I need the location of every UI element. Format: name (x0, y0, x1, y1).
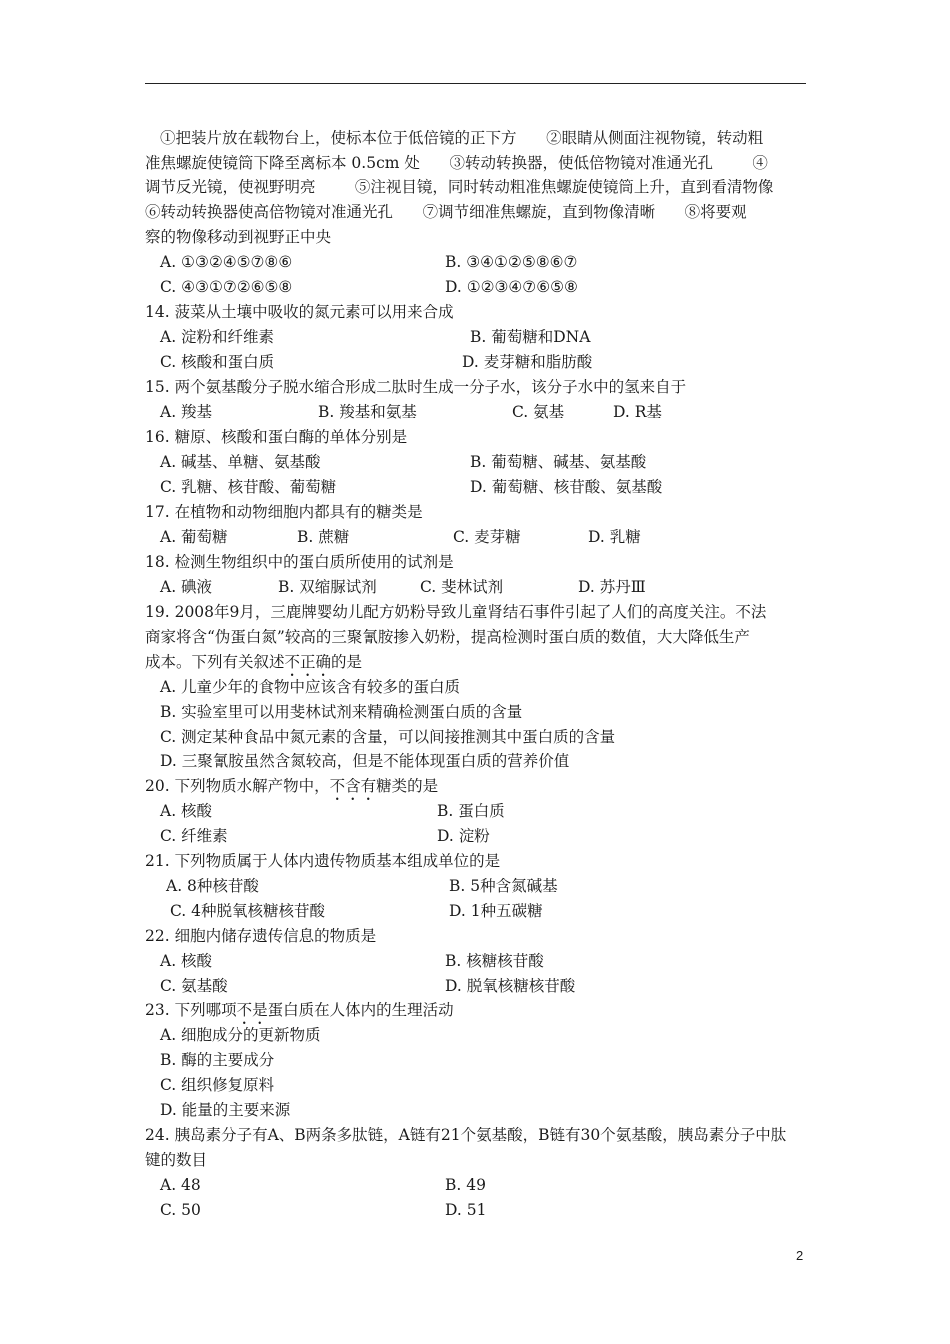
q13-option-a: A. ①③②④⑤⑦⑧⑥ (160, 253, 293, 271)
q18-option-b: B. 双缩脲试剂 (278, 578, 377, 596)
q23-stem-text: 23. 下列哪项 (145, 1001, 237, 1019)
q18-option-c: C. 斐林试剂 (420, 578, 504, 596)
q19-stem-text: 成本。下列有关叙述 (145, 653, 285, 671)
q23-stem (145, 1000, 454, 1028)
q13-step-line-4: ⑥转动转换器使高倍物镜对准通光孔 ⑦调节细准焦螺旋，直到物像清晰 ⑧将要观 (145, 203, 747, 221)
q18-option-a: A. 碘液 (160, 578, 213, 596)
q23-option-c: C. 组织修复原料 (160, 1076, 275, 1094)
q22-option-d: D. 脱氧核糖核苷酸 (445, 977, 576, 995)
q20-stem (145, 776, 438, 804)
q13-step-line-3: 调节反光镜，使视野明亮 ⑤注视目镜，同时转动粗准焦螺旋使镜筒上升，直到看清物像 (145, 178, 774, 196)
q23-emphasis-not: 不是 (236, 1001, 268, 1019)
q13-option-c: C. ④③①⑦②⑥⑤⑧ (160, 278, 293, 296)
q20-stem-end: 糖类的是 (376, 777, 439, 795)
q16-stem: 16. 糖原、核酸和蛋白酶的单体分别是 (145, 428, 408, 446)
q19-stem-line-2: 商家将含“伪蛋白氮”较高的三聚氰胺掺入奶粉，提高检测时蛋白质的数值，大大降低生产 (145, 628, 750, 646)
q24-option-a: A. 48 (160, 1176, 201, 1194)
q21-option-a: A. 8种核苷酸 (166, 877, 259, 895)
q17-option-d: D. 乳糖 (588, 528, 641, 546)
q22-option-b: B. 核糖核苷酸 (445, 952, 544, 970)
q22-option-c: C. 氨基酸 (160, 977, 228, 995)
q20-option-b: B. 蛋白质 (437, 802, 505, 820)
q20-option-a: A. 核酸 (160, 802, 213, 820)
q19-stem-line-3 (145, 652, 362, 680)
page-number: 2 (796, 1248, 804, 1263)
q14-option-d: D. 麦芽糖和脂肪酸 (462, 353, 593, 371)
q14-stem: 14. 菠菜从土壤中吸收的氮元素可以用来合成 (145, 303, 454, 321)
q23-option-b: B. 酶的主要成分 (160, 1051, 275, 1069)
q19-emphasis-not-correct: 不正确 (284, 653, 332, 671)
q13-option-d: D. ①②③④⑦⑥⑤⑧ (445, 278, 578, 296)
q17-option-c: C. 麦芽糖 (453, 528, 521, 546)
q17-option-a: A. 葡萄糖 (160, 528, 228, 546)
q14-option-b: B. 葡萄糖和DNA (470, 328, 591, 346)
q13-step-line-5: 察的物像移动到视野正中央 (145, 228, 332, 246)
q24-stem-line-1: 24. 胰岛素分子有A、B两条多肽链，A链有21个氨基酸，B链有30个氨基酸，胰岛素分子中肽 (145, 1126, 787, 1144)
q19-option-d: D. 三聚氰胺虽然含氮较高，但是不能体现蛋白质的营养价值 (160, 752, 570, 770)
q24-option-c: C. 50 (160, 1201, 201, 1219)
q21-option-c: C. 4种脱氧核糖核苷酸 (170, 902, 326, 920)
q23-option-d: D. 能量的主要来源 (160, 1101, 291, 1119)
q20-emphasis-not-contain: 不含有 (329, 777, 377, 795)
q17-option-b: B. 蔗糖 (297, 528, 350, 546)
q23-stem-end: 蛋白质在人体内的生理活动 (267, 1001, 454, 1019)
q18-option-d: D. 苏丹Ⅲ (578, 578, 646, 596)
q16-option-d: D. 葡萄糖、核苷酸、氨基酸 (470, 478, 663, 496)
q20-option-d: D. 淀粉 (437, 827, 490, 845)
q15-option-b: B. 羧基和氨基 (318, 403, 417, 421)
q15-option-c: C. 氨基 (512, 403, 565, 421)
q16-option-c: C. 乳糖、核苷酸、葡萄糖 (160, 478, 337, 496)
header-rule (145, 83, 806, 84)
q13-step-line-1: ①把装片放在载物台上，使标本位于低倍镜的正下方 ②眼睛从侧面注视物镜，转动粗 (160, 129, 764, 147)
q16-option-b: B. 葡萄糖、碱基、氨基酸 (470, 453, 647, 471)
q14-option-c: C. 核酸和蛋白质 (160, 353, 275, 371)
q24-option-b: B. 49 (445, 1176, 486, 1194)
q20-stem-text: 20. 下列物质水解产物中， (145, 777, 330, 795)
q17-stem: 17. 在植物和动物细胞内都具有的糖类是 (145, 503, 423, 521)
q24-stem-line-2: 键的数目 (145, 1151, 208, 1169)
q16-option-a: A. 碱基、单糖、氨基酸 (160, 453, 321, 471)
q21-option-d: D. 1种五碳糖 (449, 902, 543, 920)
q15-option-a: A. 羧基 (160, 403, 213, 421)
q22-option-a: A. 核酸 (160, 952, 213, 970)
q19-option-b: B. 实验室里可以用斐林试剂来精确检测蛋白质的含量 (160, 703, 523, 721)
q19-option-c: C. 测定某种食品中氮元素的含量，可以间接推测其中蛋白质的含量 (160, 728, 616, 746)
q22-stem: 22. 细胞内储存遗传信息的物质是 (145, 927, 377, 945)
q13-option-b: B. ③④①②⑤⑧⑥⑦ (445, 253, 578, 271)
q13-step-line-2: 准焦螺旋使镜筒下降至离标本 0.5cm 处 ③转动转换器，使低倍物镜对准通光孔 ④ (145, 154, 768, 172)
q20-option-c: C. 纤维素 (160, 827, 228, 845)
q19-stem-line-1: 19. 2008年9月，三鹿牌婴幼儿配方奶粉导致儿童肾结石事件引起了人们的高度关注。不法 (145, 603, 767, 621)
q15-option-d: D. R基 (613, 403, 662, 421)
q14-option-a: A. 淀粉和纤维素 (160, 328, 275, 346)
q19-stem-end: 的是 (331, 653, 363, 671)
q19-option-a: A. 儿童少年的食物中应该含有较多的蛋白质 (160, 678, 461, 696)
q21-stem: 21. 下列物质属于人体内遗传物质基本组成单位的是 (145, 852, 501, 870)
q18-stem: 18. 检测生物组织中的蛋白质所使用的试剂是 (145, 553, 454, 571)
q21-option-b: B. 5种含氮碱基 (449, 877, 558, 895)
q23-option-a: A. 细胞成分的更新物质 (160, 1026, 321, 1044)
q24-option-d: D. 51 (445, 1201, 487, 1219)
q15-stem: 15. 两个氨基酸分子脱水缩合形成二肽时生成一分子水，该分子水中的氢来自于 (145, 378, 687, 396)
